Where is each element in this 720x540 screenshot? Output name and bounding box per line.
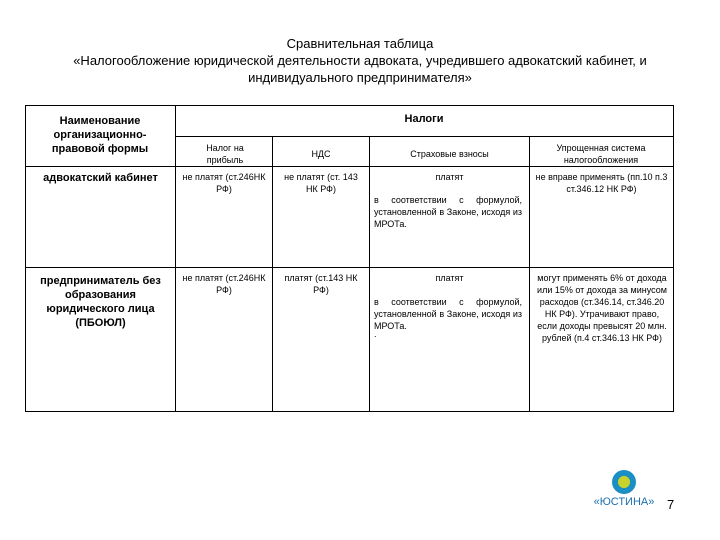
column-header: Страховые взносы	[410, 149, 489, 159]
title-line: «Налогообложение юридической деятельности адвоката, учредившего адвокатский кабинет, и	[73, 53, 647, 68]
simplified-tax-cell: не вправе применять (пп.10 п.3 ст.346.12 НК РФ)	[535, 172, 668, 194]
table-border	[25, 411, 674, 412]
taxes-header: Налоги	[404, 113, 444, 125]
profit-tax-cell: не платят (ст.246НК РФ)	[182, 172, 266, 194]
vat-cell: не платят (ст. 143 НК РФ)	[284, 172, 358, 194]
page-number: 7	[667, 497, 675, 512]
title-line: Сравнительная таблица	[286, 36, 434, 51]
table-border	[673, 105, 674, 412]
document-title	[0, 35, 720, 86]
row-name: предприниматель без образования юридического лица (ПБОЮЛ)	[40, 275, 161, 329]
table-border	[25, 105, 674, 106]
vat-cell: платят (ст.143 НК РФ)	[284, 273, 358, 295]
insurance-status: платят	[435, 273, 464, 283]
table-divider	[175, 105, 176, 412]
insurance-note: в соответствии с формулой, установленной в Законе, исходя из МРОТа.	[374, 195, 522, 229]
column-header: Упрощенная система налогообложения	[556, 143, 646, 165]
column-header: Налог на прибыль	[206, 143, 244, 165]
logo-text: «ЮСТИНА»	[593, 496, 655, 508]
form-header: Наименование организационно-правовой формы	[51, 115, 149, 155]
title-line: индивидуального предпринимателя»	[248, 70, 472, 85]
row-name: адвокатский кабинет	[43, 172, 158, 184]
profit-tax-cell: не платят (ст.246НК РФ)	[182, 273, 266, 295]
table-divider	[175, 136, 674, 137]
column-header: НДС	[311, 149, 331, 159]
table-border	[25, 105, 26, 412]
insurance-note: в соответствии с формулой, установленной в Законе, исходя из МРОТа.	[374, 297, 522, 331]
insurance-extra: .	[374, 329, 377, 339]
simplified-tax-cell: могут применять 6% от дохода или 15% от дохода за минусом расходов (ст.346.14, ст.346.20 НК РФ). Утрачивают право, если доходы превысят 20 млн. рублей (п.4 ст.346.13 НК РФ)	[537, 273, 667, 343]
insurance-status: платят	[435, 172, 464, 182]
table-divider	[272, 136, 273, 412]
globe-icon	[612, 470, 636, 494]
company-logo	[592, 470, 656, 508]
